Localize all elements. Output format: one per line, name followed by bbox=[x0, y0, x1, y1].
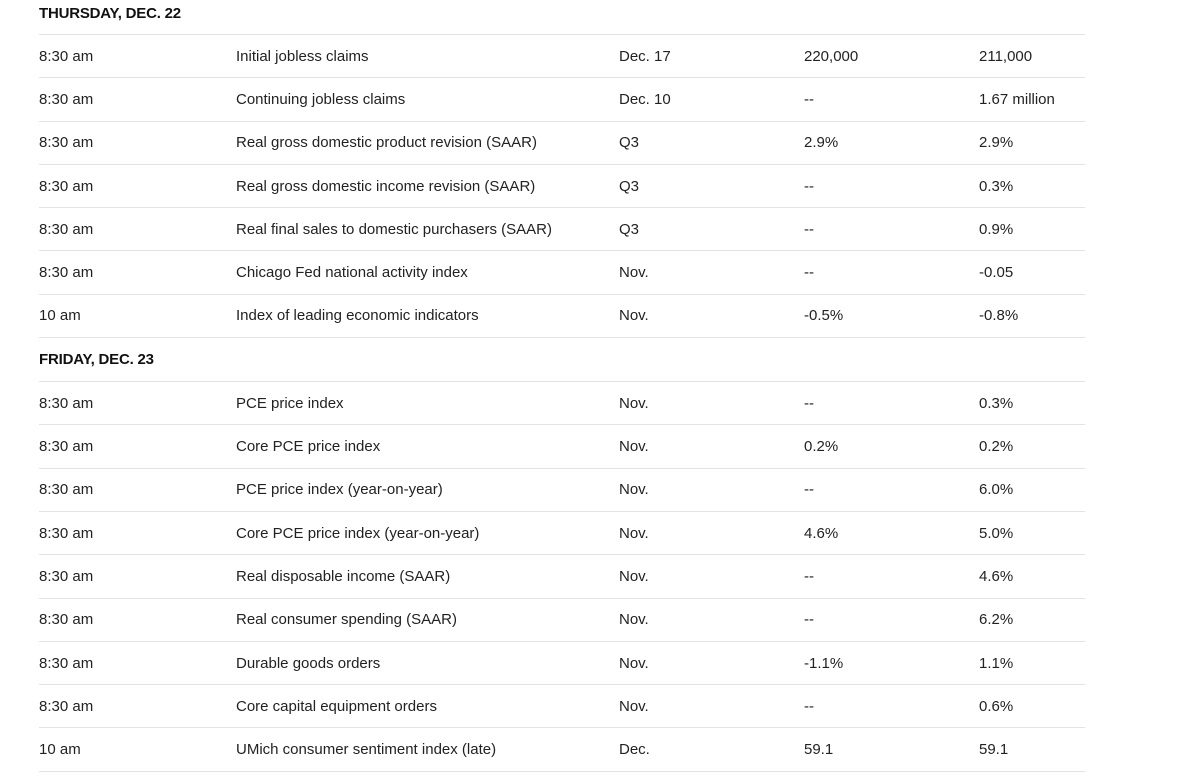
time-cell: 8:30 am bbox=[39, 697, 94, 715]
time-cell: 8:30 am bbox=[39, 611, 94, 629]
previous-cell: 211,000 bbox=[979, 47, 1033, 65]
table-row bbox=[39, 251, 1085, 294]
table-row bbox=[39, 425, 1085, 468]
table-row bbox=[39, 295, 1085, 338]
economic-calendar bbox=[39, 0, 1085, 772]
table-row bbox=[39, 728, 1085, 771]
time-cell: 8:30 am bbox=[39, 567, 94, 585]
event-cell: UMich consumer sentiment index (late) bbox=[236, 741, 497, 759]
previous-cell: 0.2% bbox=[979, 438, 1014, 456]
period-cell: Dec. 17 bbox=[619, 47, 671, 65]
forecast-cell: 220,000 bbox=[804, 47, 859, 65]
previous-cell: 4.6% bbox=[979, 567, 1014, 585]
previous-cell: 6.2% bbox=[979, 611, 1014, 629]
table-row bbox=[39, 555, 1085, 598]
event-cell: Real disposable income (SAAR) bbox=[236, 567, 451, 585]
table-row bbox=[39, 165, 1085, 208]
event-cell: Real final sales to domestic purchasers (SAAR) bbox=[236, 220, 552, 238]
event-cell: Continuing jobless claims bbox=[236, 90, 406, 108]
time-cell: 8:30 am bbox=[39, 524, 94, 542]
time-cell: 8:30 am bbox=[39, 438, 94, 456]
period-cell: Nov. bbox=[619, 307, 649, 325]
forecast-cell: 2.9% bbox=[804, 134, 839, 152]
time-cell: 8:30 am bbox=[39, 90, 94, 108]
time-cell: 8:30 am bbox=[39, 177, 94, 195]
period-cell: Nov. bbox=[619, 438, 649, 456]
period-cell: Dec. bbox=[619, 741, 650, 759]
forecast-cell: -- bbox=[804, 177, 814, 195]
forecast-cell: -- bbox=[804, 220, 814, 238]
time-cell: 8:30 am bbox=[39, 394, 94, 412]
event-cell: Real gross domestic product revision (SAAR) bbox=[236, 134, 537, 152]
period-cell: Nov. bbox=[619, 654, 649, 672]
period-cell: Nov. bbox=[619, 567, 649, 585]
period-cell: Nov. bbox=[619, 524, 649, 542]
forecast-cell: -- bbox=[804, 264, 814, 282]
table-row bbox=[39, 469, 1085, 512]
forecast-cell: -- bbox=[804, 611, 814, 629]
previous-cell: 2.9% bbox=[979, 134, 1014, 152]
previous-cell: 0.3% bbox=[979, 394, 1014, 412]
previous-cell: -0.05 bbox=[979, 264, 1014, 282]
previous-cell: -0.8% bbox=[979, 307, 1019, 325]
table-row bbox=[39, 382, 1085, 425]
previous-cell: 0.6% bbox=[979, 697, 1014, 715]
previous-cell: 59.1 bbox=[979, 741, 1009, 759]
time-cell: 10 am bbox=[39, 741, 81, 759]
period-cell: Nov. bbox=[619, 394, 649, 412]
event-cell: Core PCE price index (year-on-year) bbox=[236, 524, 480, 542]
event-cell: Core capital equipment orders bbox=[236, 697, 437, 715]
day-header-friday: FRIDAY, DEC. 23 bbox=[39, 338, 1085, 382]
table-row bbox=[39, 642, 1085, 685]
forecast-cell: 4.6% bbox=[804, 524, 839, 542]
forecast-cell: 59.1 bbox=[804, 741, 834, 759]
day-header-thursday: THURSDAY, DEC. 22 bbox=[39, 0, 1085, 35]
table-row bbox=[39, 512, 1085, 555]
event-cell: Durable goods orders bbox=[236, 654, 381, 672]
table-row bbox=[39, 208, 1085, 251]
table-row bbox=[39, 599, 1085, 642]
event-cell: Index of leading economic indicators bbox=[236, 307, 479, 325]
event-cell: Real gross domestic income revision (SAAR) bbox=[236, 177, 536, 195]
previous-cell: 1.1% bbox=[979, 654, 1014, 672]
previous-cell: 0.9% bbox=[979, 220, 1014, 238]
table-row bbox=[39, 78, 1085, 121]
time-cell: 8:30 am bbox=[39, 481, 94, 499]
period-cell: Nov. bbox=[619, 697, 649, 715]
forecast-cell: 0.2% bbox=[804, 438, 839, 456]
time-cell: 8:30 am bbox=[39, 47, 94, 65]
period-cell: Dec. 10 bbox=[619, 90, 671, 108]
previous-cell: 6.0% bbox=[979, 481, 1014, 499]
forecast-cell: -- bbox=[804, 90, 814, 108]
table-row bbox=[39, 35, 1085, 78]
table-row bbox=[39, 122, 1085, 165]
forecast-cell: -1.1% bbox=[804, 654, 844, 672]
event-cell: PCE price index (year-on-year) bbox=[236, 481, 443, 499]
time-cell: 8:30 am bbox=[39, 264, 94, 282]
time-cell: 8:30 am bbox=[39, 220, 94, 238]
period-cell: Q3 bbox=[619, 220, 640, 238]
event-cell: Real consumer spending (SAAR) bbox=[236, 611, 457, 629]
forecast-cell: -- bbox=[804, 697, 814, 715]
time-cell: 8:30 am bbox=[39, 134, 94, 152]
forecast-cell: -0.5% bbox=[804, 307, 844, 325]
period-cell: Q3 bbox=[619, 177, 640, 195]
event-cell: PCE price index bbox=[236, 394, 344, 412]
time-cell: 10 am bbox=[39, 307, 81, 325]
event-cell: Chicago Fed national activity index bbox=[236, 264, 468, 282]
forecast-cell: -- bbox=[804, 567, 814, 585]
period-cell: Nov. bbox=[619, 611, 649, 629]
time-cell: 8:30 am bbox=[39, 654, 94, 672]
event-cell: Core PCE price index bbox=[236, 438, 381, 456]
previous-cell: 5.0% bbox=[979, 524, 1014, 542]
forecast-cell: -- bbox=[804, 481, 814, 499]
event-cell: Initial jobless claims bbox=[236, 47, 369, 65]
table-row bbox=[39, 685, 1085, 728]
previous-cell: 1.67 million bbox=[979, 90, 1055, 108]
period-cell: Q3 bbox=[619, 134, 640, 152]
period-cell: Nov. bbox=[619, 481, 649, 499]
forecast-cell: -- bbox=[804, 394, 814, 412]
previous-cell: 0.3% bbox=[979, 177, 1014, 195]
period-cell: Nov. bbox=[619, 264, 649, 282]
